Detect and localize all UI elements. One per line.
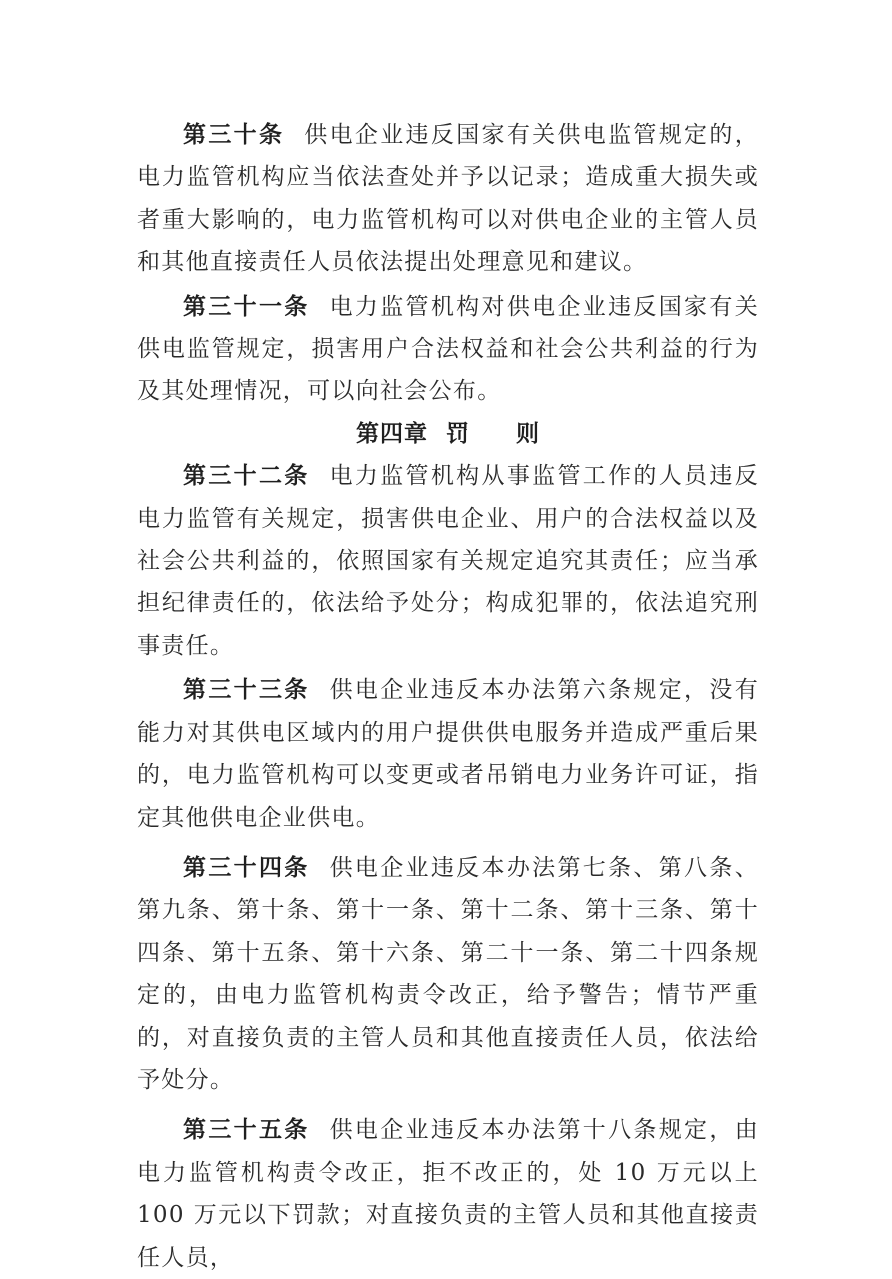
article-text: 供电企业违反本办法第十八条规定，由电力监管机构责令改正，拒不改正的，处 10 万元以上 100 万元以下罚款；对直接负责的主管人员和其他直接责任人员， bbox=[137, 1117, 759, 1271]
article-text: 供电企业违反国家有关供电监管规定的，电力监管机构应当依法查处并予以记录；造成重大损失或者重大影响的，电力监管机构可以对供电企业的主管人员和其他直接责任人员依法提出处理意见和建议。 bbox=[137, 122, 759, 276]
document-body bbox=[137, 114, 759, 1279]
article-text: 供电企业违反本办法第七条、第八条、第九条、第十条、第十一条、第十二条、第十三条、第十四条、第十五条、第十六条、第二十一条、第二十四条规定的，由电力监管机构责令改正，给予警告；情节严重的，对直接负责的主管人员和其他直接责任人员，依法给予处分。 bbox=[137, 854, 759, 1093]
article-30 bbox=[137, 114, 759, 284]
article-text: 电力监管机构从事监管工作的人员违反电力监管有关规定，损害供电企业、用户的合法权益以及社会公共利益的，依照国家有关规定追究其责任；应当承担纪律责任的，依法给予处分；构成犯罪的，依法追究刑事责任。 bbox=[137, 463, 759, 659]
chapter-number: 第四章 bbox=[356, 419, 428, 447]
article-number: 第三十三条 bbox=[183, 676, 310, 704]
article-35 bbox=[137, 1109, 759, 1279]
chapter-title-char-2: 则 bbox=[516, 419, 540, 447]
article-number: 第三十五条 bbox=[183, 1116, 310, 1144]
chapter-heading bbox=[137, 413, 759, 455]
article-number: 第三十一条 bbox=[183, 292, 310, 320]
article-34 bbox=[137, 847, 759, 1101]
article-number: 第三十条 bbox=[183, 121, 285, 148]
article-32 bbox=[137, 455, 759, 667]
article-number: 第三十二条 bbox=[183, 462, 310, 490]
article-number: 第三十四条 bbox=[183, 853, 310, 881]
chapter-title-char-1: 罚 bbox=[446, 419, 470, 447]
article-31 bbox=[137, 286, 759, 413]
article-text: 电力监管机构对供电企业违反国家有关供电监管规定，损害用户合法权益和社会公共利益的行为及其处理情况，可以向社会公布。 bbox=[137, 293, 759, 405]
article-text: 供电企业违反本办法第六条规定，没有能力对其供电区域内的用户提供供电服务并造成严重后果的，电力监管机构可以变更或者吊销电力业务许可证，指定其他供电企业供电。 bbox=[137, 677, 759, 831]
article-33 bbox=[137, 669, 759, 839]
